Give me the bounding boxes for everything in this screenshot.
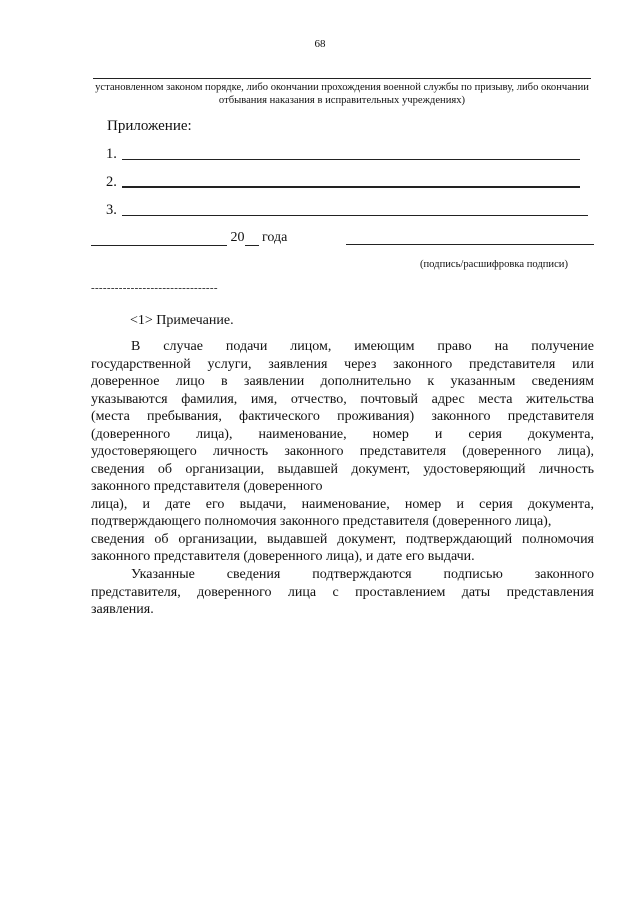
note-line: сведения об организации, выдавшей документ, удостоверяющий личность <box>91 461 594 477</box>
note-line: лица), и дате его выдачи, наименование, номер и серия документа, <box>91 496 594 512</box>
note-line: государственной услуги, заявления через законного представителя или <box>91 356 594 372</box>
note-line: удостоверяющего личность законного представителя (доверенного лица), <box>91 444 594 459</box>
appendix-title: Приложение: <box>107 118 192 134</box>
note-line: представителя, доверенного лица с проставлением даты представления <box>91 584 594 600</box>
signature-line <box>346 244 594 245</box>
date-blank <box>91 233 227 246</box>
appendix-item-2 <box>106 174 117 194</box>
signature-caption: (подпись/расшифровка подписи) <box>419 259 568 270</box>
year-suffix: года <box>262 230 288 245</box>
note-heading: <1> Примечание. <box>130 313 234 328</box>
note-paragraph-1 <box>91 338 594 566</box>
appendix-item-number: 1. <box>106 146 117 162</box>
page-number: 68 <box>314 38 326 50</box>
note-line: В случае подачи лицом, имеющим право на получение <box>131 339 594 354</box>
appendix-item-number: 3. <box>106 202 117 218</box>
appendix-item-1 <box>106 146 117 166</box>
note-line: указываются фамилия, имя, отчество, почтовый адрес места жительства <box>91 391 594 407</box>
appendix-line-3 <box>122 215 588 216</box>
footnote-separator: -------------------------------- <box>91 282 218 294</box>
note-line: доверенное лицо в заявлении дополнительно к указанным сведениям <box>91 374 594 389</box>
note-paragraph-2 <box>91 566 594 619</box>
top-note: установленном законом порядке, либо окончании прохождения военной службы по призыву, либо окончании отбывания наказания в исправительных учреждениях) <box>95 82 589 106</box>
year-prefix: 20 <box>230 230 245 245</box>
appendix-item-number: 2. <box>106 174 117 190</box>
note-line: законного представителя (доверенного <box>91 479 323 494</box>
appendix-item-3 <box>106 202 117 222</box>
top-divider <box>93 78 591 79</box>
note-line: подтверждающего полномочия законного представителя (доверенного лица), <box>91 514 552 529</box>
year-blank <box>245 233 259 246</box>
note-line: (доверенного лица), наименование, номер и серия документа, <box>91 426 594 442</box>
note-line: заявления. <box>91 602 154 617</box>
note-line: законного представителя (доверенного лица), и дате его выдачи. <box>91 549 475 564</box>
note-line: сведения об организации, выдавшей документ, подтверждающий полномочия <box>91 531 594 547</box>
appendix-line-2 <box>122 186 580 188</box>
appendix-line-1 <box>122 159 580 160</box>
note-line: (места пребывания, фактического проживания) законного представителя <box>91 409 594 424</box>
note-line: Указанные сведения подтверждаются подписью законного <box>131 567 594 582</box>
date-line <box>91 230 287 246</box>
